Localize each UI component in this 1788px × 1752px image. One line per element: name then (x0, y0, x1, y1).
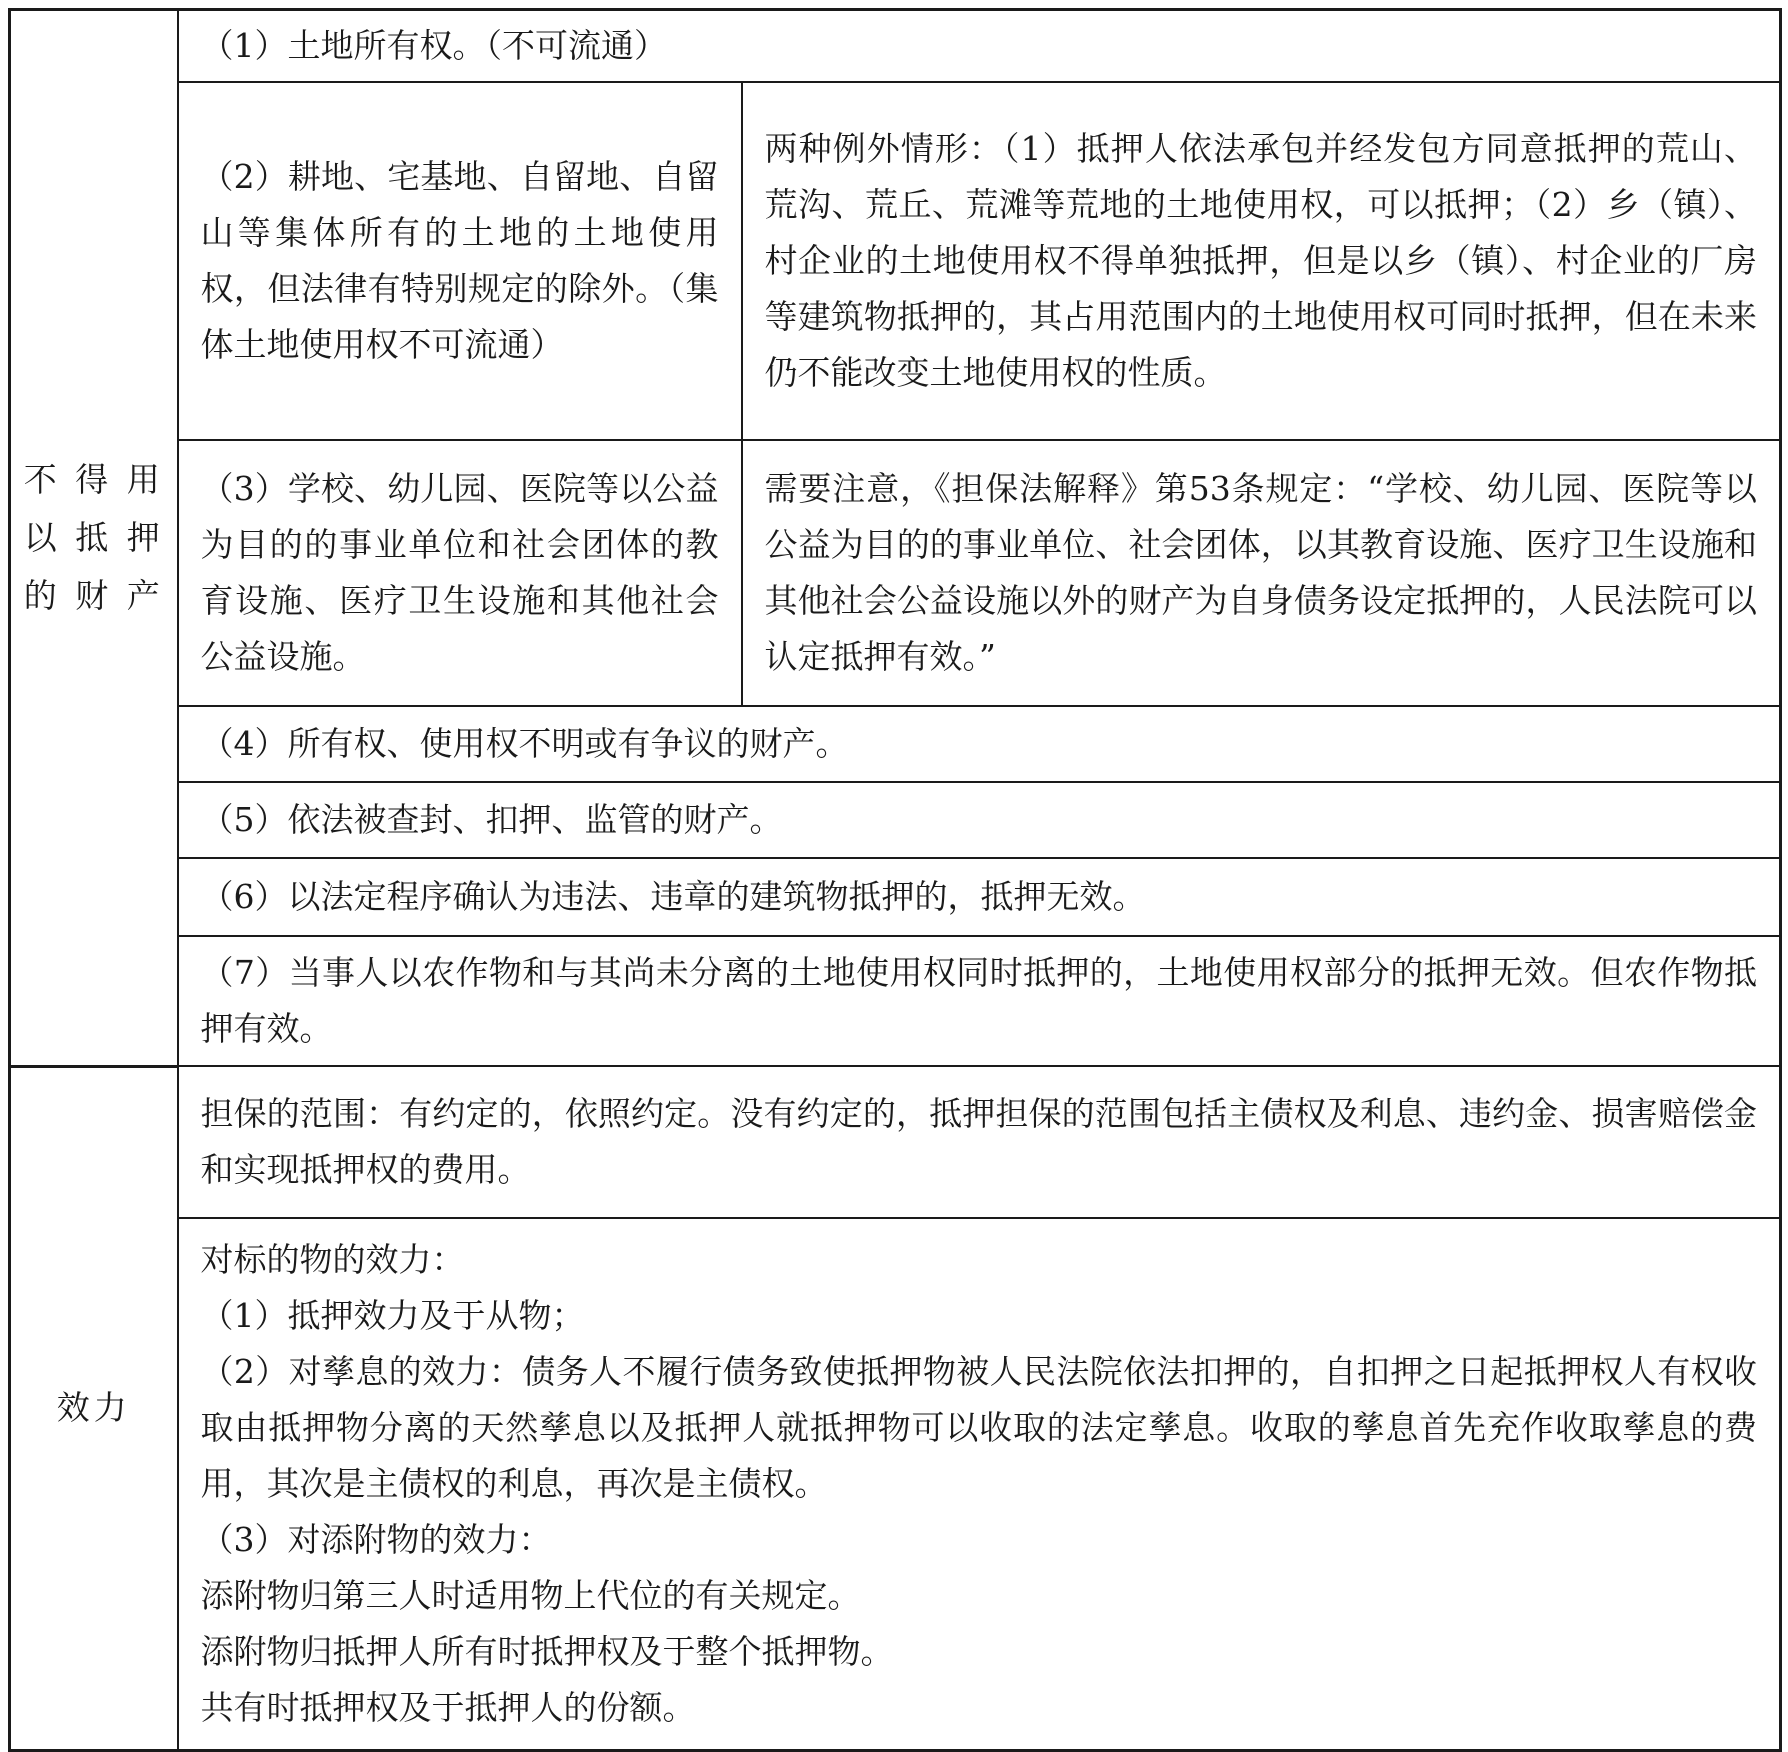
restricted-item-5: （5）依法被查封、扣押、监管的财产。 (178, 782, 1781, 858)
mortgage-property-table (8, 8, 1782, 1752)
effect-line: 添附物归抵押人所有时抵押权及于整个抵押物。 (200, 1632, 894, 1671)
restricted-item-2-note: 两种例外情形：（1）抵押人依法承包并经发包方同意抵押的荒山、荒沟、荒丘、荒滩等荒地的土地使用权，可以抵押；（2）乡（镇）、村企业的土地使用权不得单独抵押，但是以乡（镇）、村企业的厂房等建筑物抵押的，其占用范围内的土地使用权可同时抵押，但在未来仍不能改变土地使用权的性质。 (742, 82, 1781, 440)
category-restricted-label: 不得用以抵押的财产 (23, 459, 164, 615)
restricted-item-1: （1）土地所有权。（不可流通） (178, 10, 1781, 83)
restricted-item-4: （4）所有权、使用权不明或有争议的财产。 (178, 706, 1781, 782)
category-effect (10, 1066, 178, 1751)
restricted-item-7: （7）当事人以农作物和与其尚未分离的土地使用权同时抵押的，土地使用权部分的抵押无效。但农作物抵押有效。 (178, 936, 1781, 1066)
effect-line: （2）对孳息的效力：债务人不履行债务致使抵押物被人民法院依法扣押的，自扣押之日起抵押权人有权收取由抵押物分离的天然孳息以及抵押人就抵押物可以收取的法定孳息。收取的孳息首先充作收取孳息的费用，其次是主债权的利息，再次是主债权。 (200, 1352, 1757, 1503)
effect-line: 对标的物的效力： (200, 1240, 465, 1279)
effect-line: 添附物归第三人时适用物上代位的有关规定。 (200, 1576, 861, 1615)
effect-scope: 担保的范围：有约定的，依照约定。没有约定的，抵押担保的范围包括主债权及利息、违约金、损害赔偿金和实现抵押权的费用。 (178, 1066, 1781, 1218)
effect-line: （3）对添附物的效力： (200, 1520, 552, 1559)
restricted-item-6: （6）以法定程序确认为违法、违章的建筑物抵押的，抵押无效。 (178, 858, 1781, 936)
category-effect-label: 效力 (56, 1388, 131, 1428)
effect-line: 共有时抵押权及于抵押人的份额。 (200, 1688, 696, 1727)
effect-on-collateral (178, 1218, 1781, 1751)
restricted-item-3: （3）学校、幼儿园、医院等以公益为目的的事业单位和社会团体的教育设施、医疗卫生设施和其他社会公益设施。 (178, 440, 742, 706)
restricted-item-3-note: 需要注意，《担保法解释》第53条规定：“学校、幼儿园、医院等以公益为目的的事业单位、社会团体，以其教育设施、医疗卫生设施和其他社会公益设施以外的财产为自身债务设定抵押的，人民法院可以认定抵押有效。” (742, 440, 1781, 706)
restricted-item-2: （2）耕地、宅基地、自留地、自留山等集体所有的土地的土地使用权，但法律有特别规定的除外。（集体土地使用权不可流通） (178, 82, 742, 440)
category-restricted-property (10, 10, 178, 1067)
effect-line: （1）抵押效力及于从物； (200, 1296, 585, 1335)
